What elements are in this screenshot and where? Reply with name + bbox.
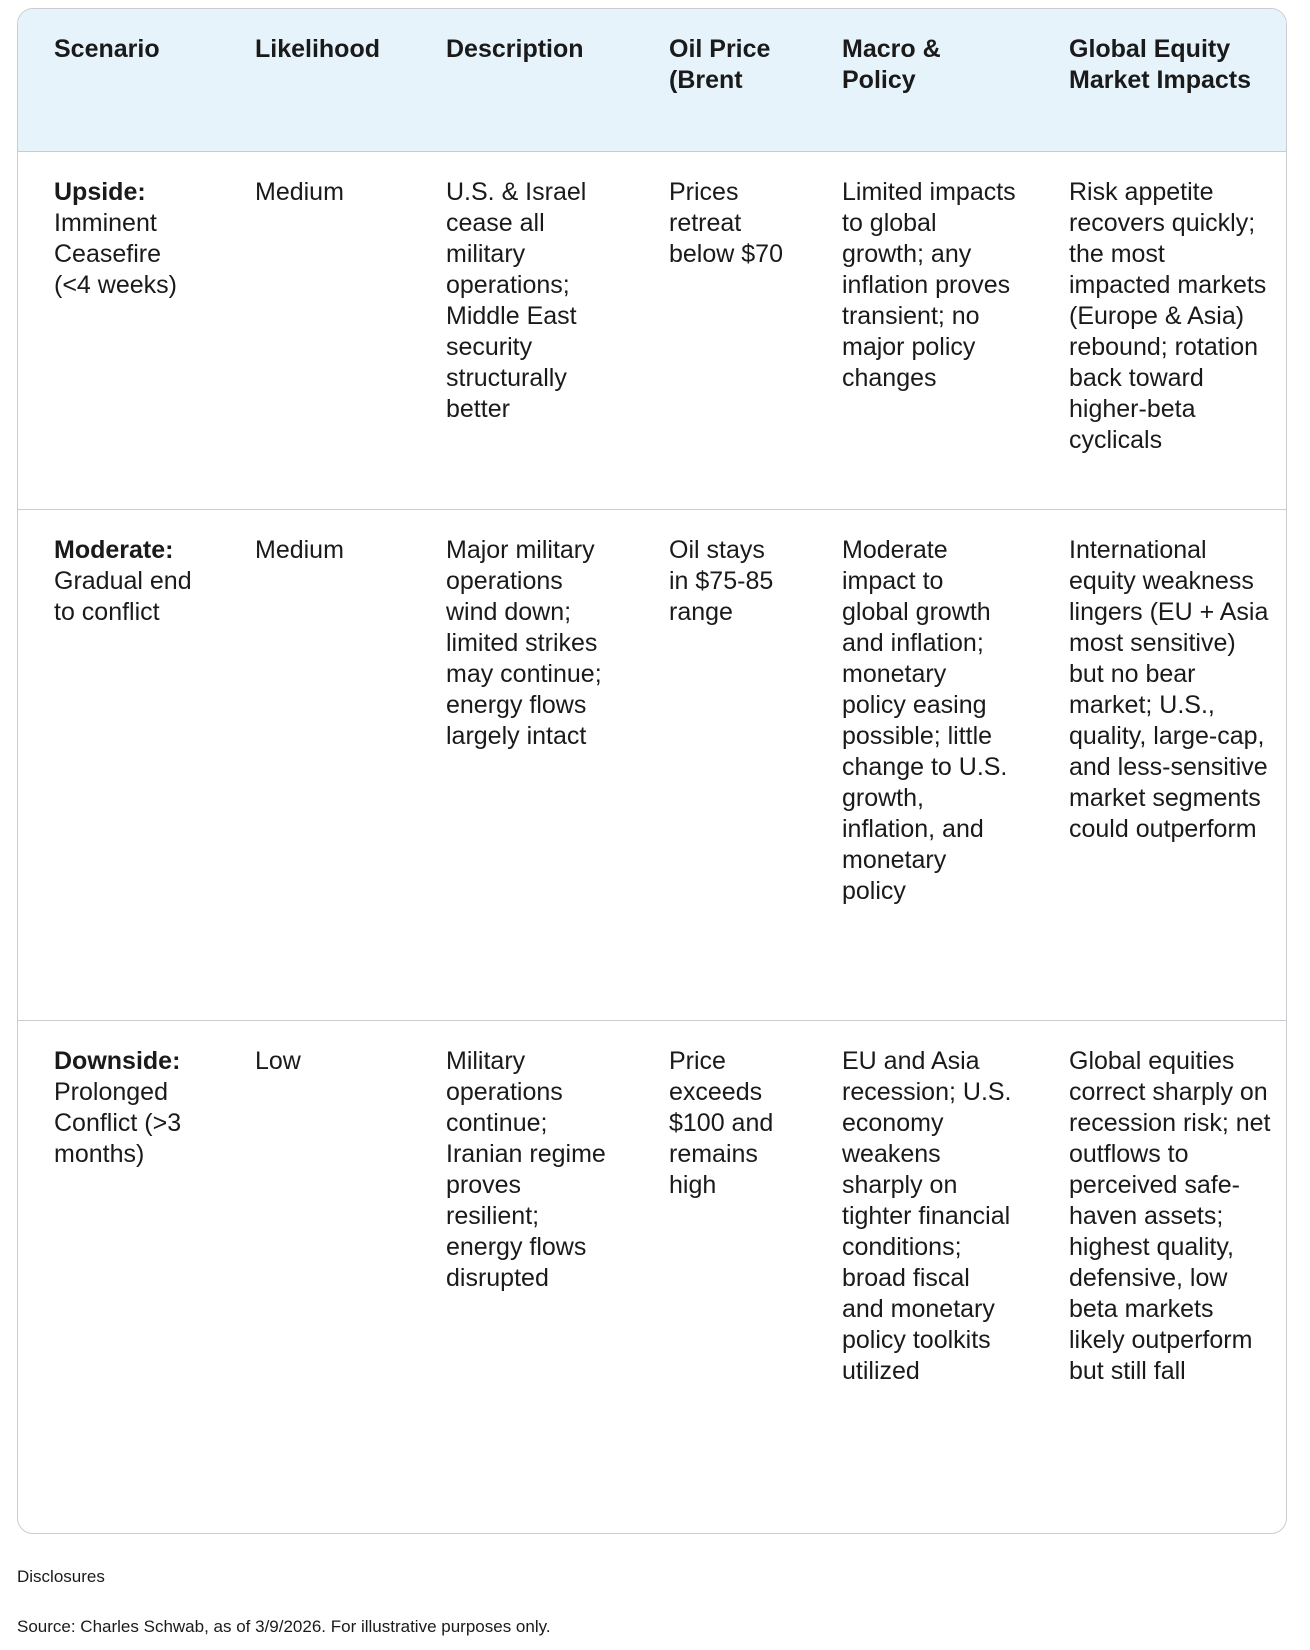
scenario-title: Downside: [54,1046,181,1075]
likelihood-cell: Low [255,1046,301,1075]
table-row [18,151,1287,509]
scenario-title: Moderate: [54,535,174,564]
table-row [18,1020,1287,1534]
scenario-cell [18,151,219,509]
table-row [18,509,1287,1020]
table-header-row [18,9,1287,151]
oil-price-cell: Price exceeds $100 and remains high [669,1046,774,1199]
scenario-table-container [17,8,1287,1534]
header-likelihood: Likelihood [219,9,410,151]
scenario-table [18,9,1287,1534]
macro-policy-cell: Moderate impact to global growth and inflation; monetary policy easing possible; little change to U.S. growth, inflation, and monetary policy [806,509,1033,1020]
scenario-cell [18,509,219,1020]
disclosures-link[interactable]: Disclosures [17,1567,105,1586]
equity-impacts-cell: Risk appetite recovers quickly; the most impacted markets (Europe & Asia) rebound; rotation back toward higher-beta cyclicals [1033,151,1287,509]
likelihood-cell: Medium [219,509,410,1020]
header-scenario: Scenario [18,9,219,151]
source-note: Source: Charles Schwab, as of 3/9/2026. For illustrative purposes only. [17,1617,551,1636]
header-macro-policy: Macro & Policy [806,9,1033,151]
equity-impacts-cell: Global equities correct sharply on recession risk; net outflows to perceived safe-haven assets; highest quality, defensive, low beta markets likely outperform but still fall [1069,1046,1271,1385]
scenario-desc: Imminent Ceasefire (<4 weeks) [54,208,177,299]
macro-policy-cell: EU and Asia recession; U.S. economy weakens sharply on tighter financial conditions; broad fiscal and monetary policy toolkits utilized [842,1046,1012,1385]
scenario-cell [18,1020,219,1534]
oil-price-cell: Prices retreat below $70 [633,151,806,509]
description-cell: Military operations continue; Iranian regime proves resilient; energy flows disrupted [446,1046,606,1292]
equity-impacts-cell: International equity weakness lingers (EU + Asia most sensitive) but no bear market; U.S., quality, large-cap, and less-sensitive market segments could outperform [1033,509,1287,1020]
scenario-desc: Prolonged Conflict (>3 months) [54,1077,182,1168]
likelihood-cell: Medium [219,151,410,509]
scenario-desc: Gradual end to conflict [54,566,192,626]
header-equity-impacts: Global Equity Market Impacts [1033,9,1287,151]
macro-policy-cell: Limited impacts to global growth; any inflation proves transient; no major policy changes [806,151,1033,509]
header-oil-price: Oil Price (Brent [633,9,806,151]
scenario-title: Upside: [54,177,146,206]
header-description: Description [410,9,633,151]
description-cell: Major military operations wind down; limited strikes may continue; energy flows largely intact [410,509,633,1020]
description-cell: U.S. & Israel cease all military operations; Middle East security structurally better [410,151,633,509]
oil-price-cell: Oil stays in $75-85 range [633,509,806,1020]
